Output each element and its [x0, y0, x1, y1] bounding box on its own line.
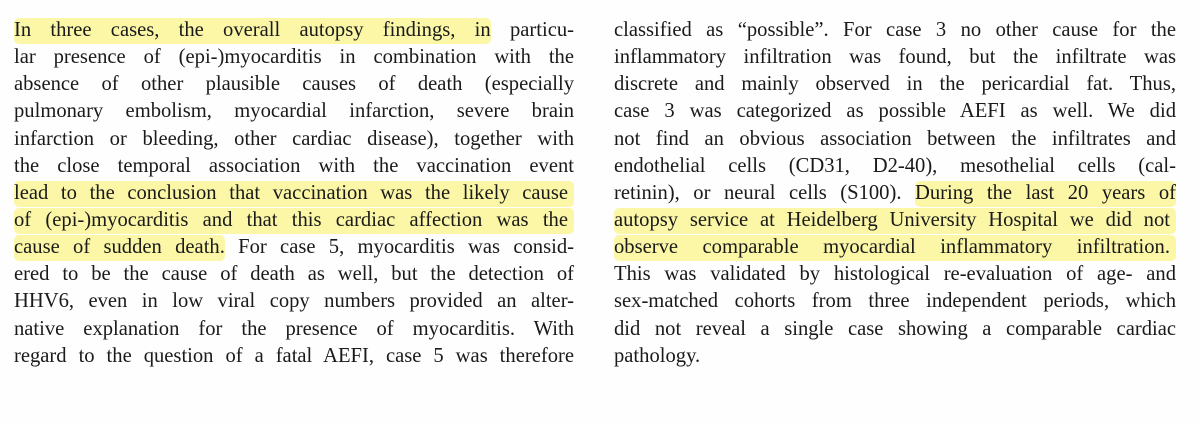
text-line: [14, 343, 574, 370]
text-line: [14, 234, 574, 261]
text-run: retinin), or neural cells (S100).: [614, 181, 916, 204]
text-run: pathology.: [614, 344, 701, 367]
text-run: HHV6, even in low viral copy numbers provided an alter-: [14, 290, 574, 313]
text-run: This was validated by histological re-evaluation of age- and: [614, 263, 1176, 286]
text-line: [14, 98, 574, 125]
text-run: regard to the question of a fatal AEFI, case 5 was therefore: [14, 344, 574, 367]
text-line: [614, 126, 1176, 153]
highlighted-text: In three cases, the overall autopsy findings, in: [14, 18, 491, 44]
text-line: [614, 316, 1176, 343]
text-line: [614, 234, 1176, 261]
text-line: [14, 126, 574, 153]
right-text-column: [614, 17, 1176, 370]
highlighted-text: During the last 20 years of: [915, 181, 1176, 207]
text-run: endothelial cells (CD31, D2-40), mesothelial cells (cal-: [614, 154, 1176, 177]
text-line: [614, 180, 1176, 207]
text-line: [14, 44, 574, 71]
text-run: inflammatory infiltration was found, but the infiltrate was: [614, 46, 1176, 69]
text-run: the close temporal association with the vaccination event: [14, 154, 574, 177]
highlighted-text: autopsy service at Heidelberg University Hospital we did not: [614, 208, 1176, 234]
text-line: [14, 261, 574, 288]
text-line: [614, 71, 1176, 98]
text-run: did not reveal a single case showing a comparable cardiac: [614, 317, 1176, 340]
text-line: [14, 288, 574, 315]
text-line: [614, 261, 1176, 288]
text-line: [614, 288, 1176, 315]
text-run: For case 5, myocarditis was consid-: [224, 236, 574, 259]
text-line: [14, 180, 574, 207]
text-line: [614, 17, 1176, 44]
text-line: [614, 343, 1176, 370]
text-run: pulmonary embolism, myocardial infarction, severe brain: [14, 100, 574, 123]
text-run: ered to be the cause of death as well, but the detection of: [14, 263, 574, 286]
text-run: native explanation for the presence of myocarditis. With: [14, 317, 574, 340]
highlighted-text: lead to the conclusion that vaccination was the likely cause: [14, 181, 574, 207]
text-line: [14, 17, 574, 44]
text-line: [14, 153, 574, 180]
text-line: [14, 207, 574, 234]
text-line: [614, 207, 1176, 234]
highlighted-text: cause of sudden death.: [14, 235, 225, 261]
text-run: sex-matched cohorts from three independent periods, which: [614, 290, 1176, 313]
text-run: discrete and mainly observed in the pericardial fat. Thus,: [614, 73, 1176, 96]
highlighted-text: of (epi-)myocarditis and that this cardiac affection was the: [14, 208, 574, 234]
left-text-column: [14, 17, 574, 370]
text-run: absence of other plausible causes of death (especially: [14, 73, 574, 96]
text-line: [14, 316, 574, 343]
text-line: [614, 153, 1176, 180]
text-run: particu-: [490, 19, 574, 41]
text-run: not find an obvious association between the infiltrates and: [614, 127, 1176, 150]
text-line: [614, 44, 1176, 71]
highlighted-text: observe comparable myocardial inflammatory infiltration.: [614, 235, 1176, 261]
text-run: lar presence of (epi-)myocarditis in combination with the: [14, 46, 574, 69]
text-run: classified as “possible”. For case 3 no other cause for the: [614, 19, 1176, 41]
text-run: infarction or bleeding, other cardiac disease), together with: [14, 127, 574, 150]
text-line: [614, 98, 1176, 125]
text-run: case 3 was categorized as possible AEFI as well. We did: [614, 100, 1176, 123]
text-line: [14, 71, 574, 98]
